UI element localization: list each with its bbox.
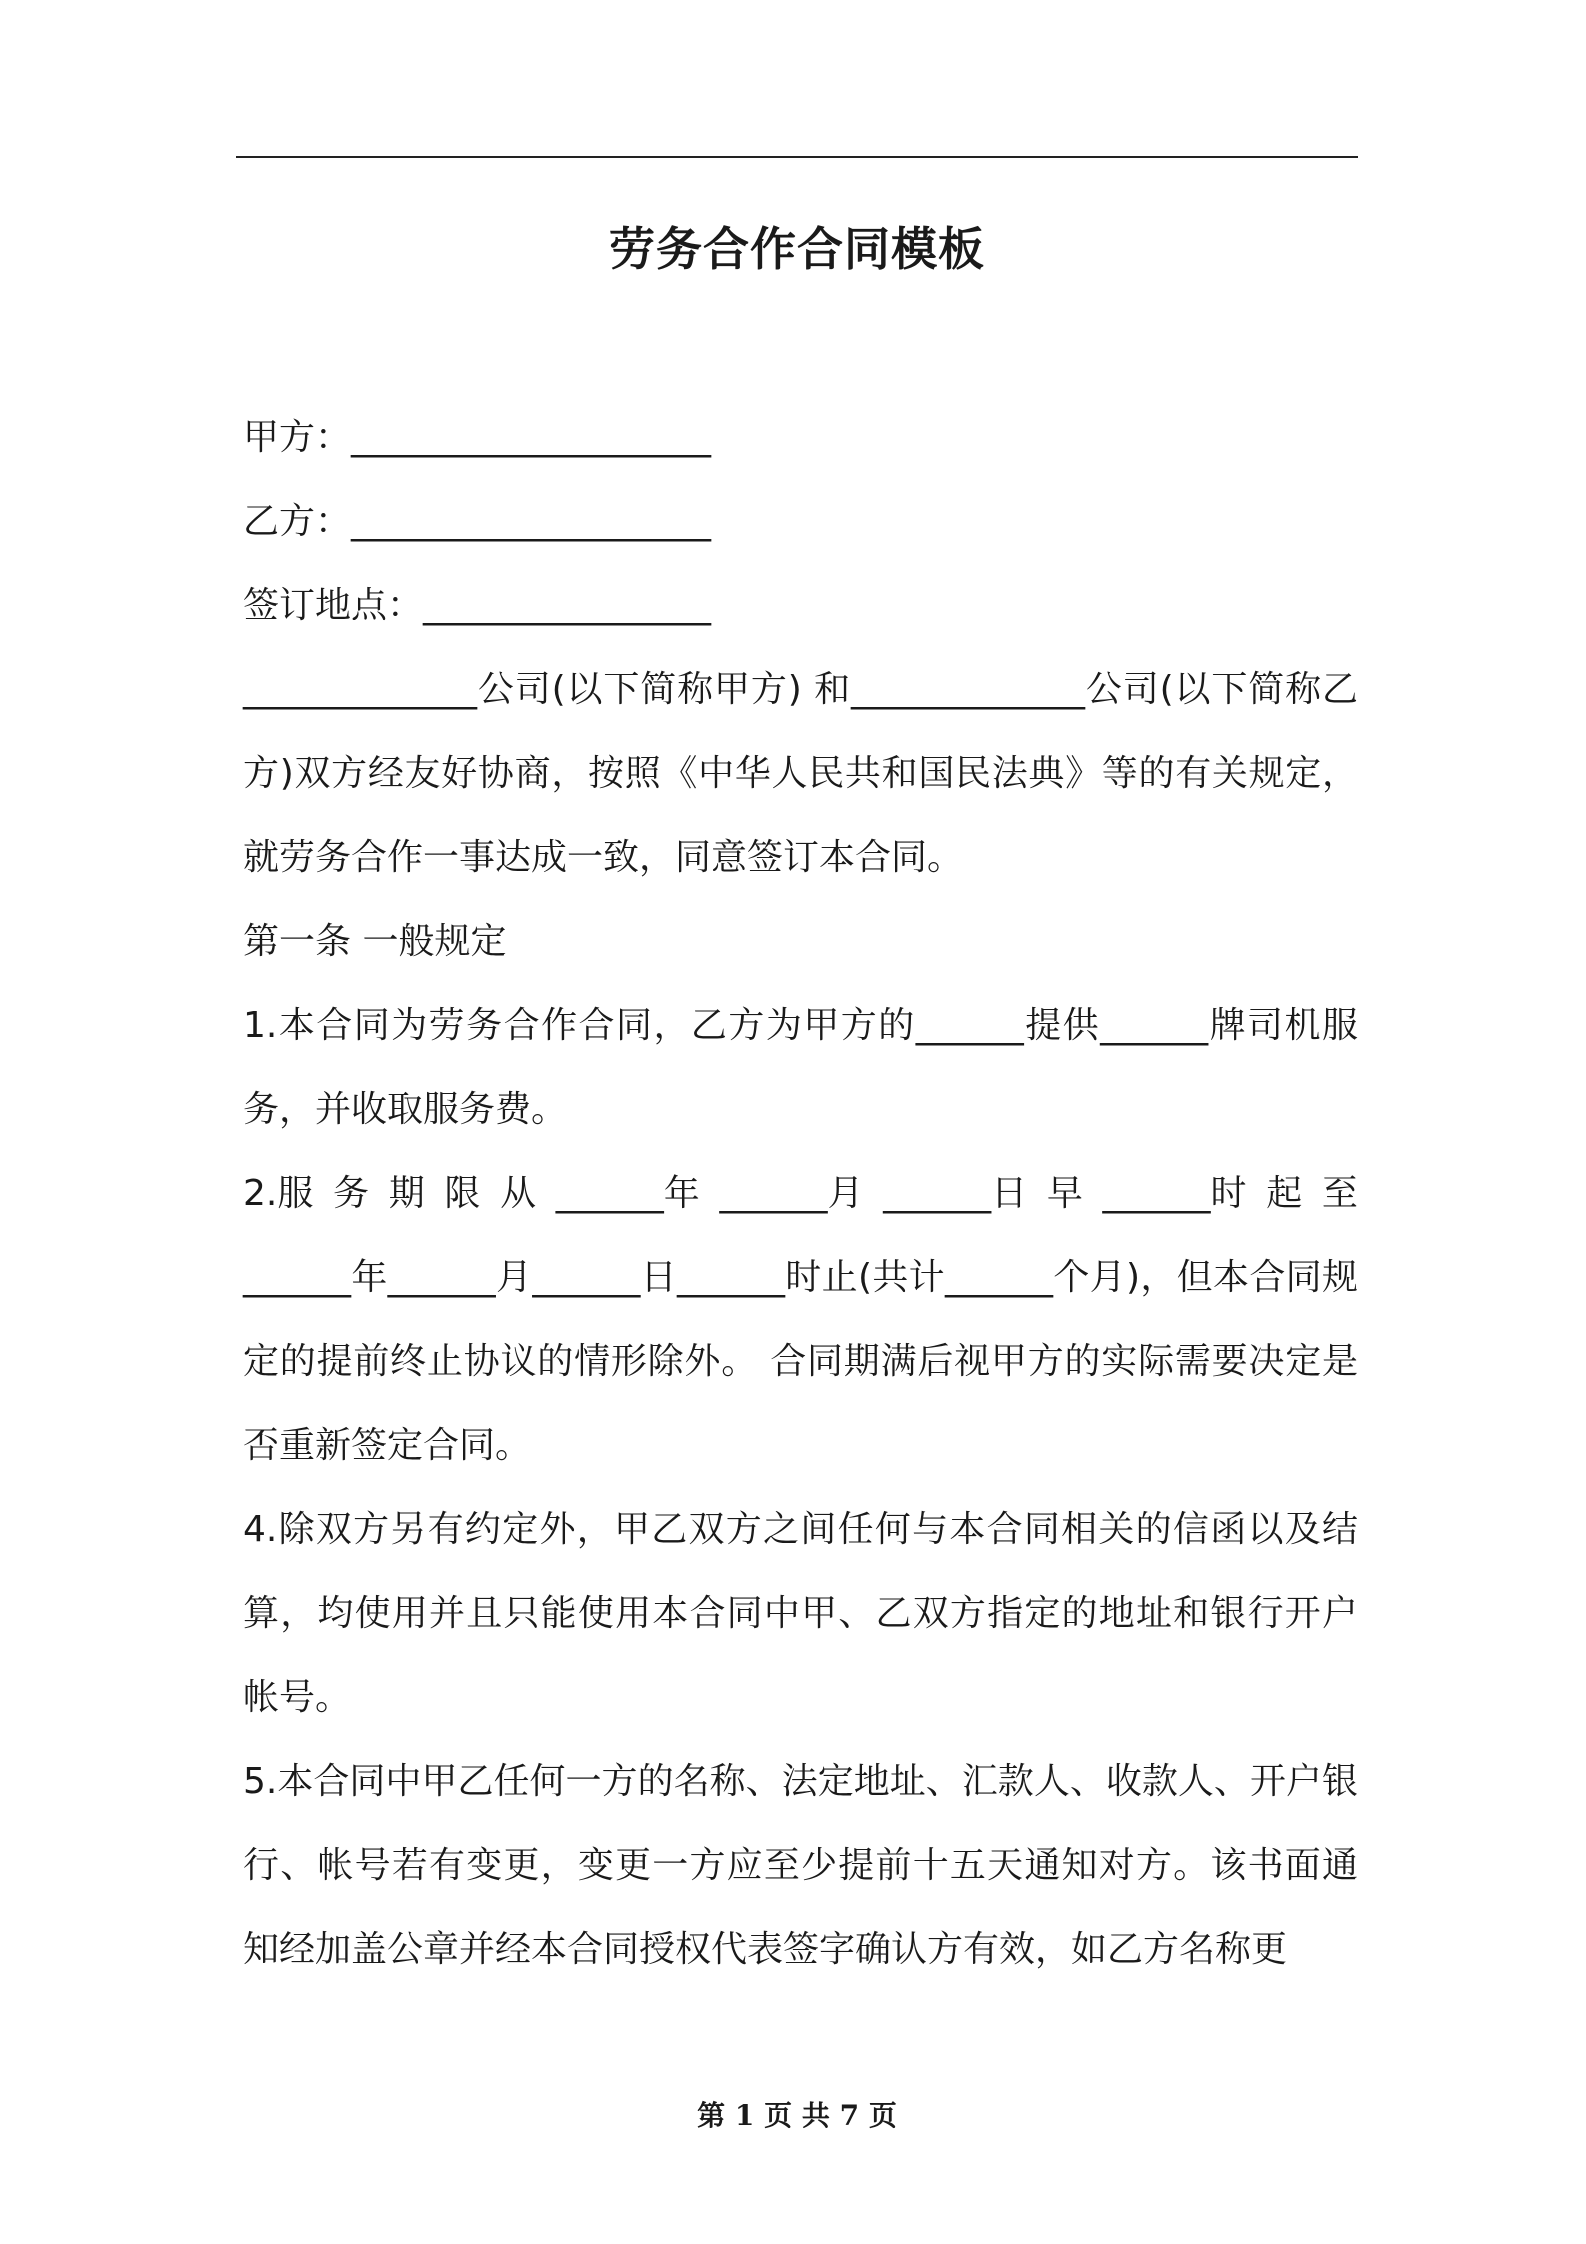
clause-2-part: 早: [1046, 1173, 1083, 1214]
header-rule: [236, 156, 1358, 158]
document-title: 劳务合作合同模板: [609, 222, 985, 276]
intro-paragraph: _____________公司(以下简称甲方) 和_____________公司(以下简称乙方)双方经友好协商，按照《中华人民共和国民法典》等的有关规定，就劳务合作一事达成一致，同意签订本合同。: [243, 669, 1358, 878]
clause-2-first-line: [243, 1152, 1358, 1236]
clause-2-part: 限: [444, 1173, 481, 1214]
clause-2-part: ______时: [1102, 1173, 1247, 1214]
clause-4: 4.除双方另有约定外，甲乙双方之间任何与本合同相关的信函以及结算，均使用并且只能使用本合同中甲、乙双方指定的地址和银行开户帐号。: [243, 1509, 1358, 1718]
sign-place-line: 签订地点：________________: [243, 585, 712, 626]
clause-5: 5.本合同中甲乙任何一方的名称、法定地址、汇款人、收款人、开户银行、帐号若有变更，变更一方应至少提前十五天通知对方。该书面通知经加盖公章并经本合同授权代表签字确认方有效，如乙方名称更: [243, 1761, 1358, 1970]
clause-2-part: 2.服: [243, 1173, 314, 1214]
clause-2-part: 务: [333, 1173, 370, 1214]
clause-1: 1.本合同为劳务合作合同，乙方为甲方的______提供______牌司机服务，并收取服务费。: [243, 1005, 1358, 1130]
clause-2-part: ______月: [719, 1173, 864, 1214]
clause-2-part: ______年: [555, 1173, 700, 1214]
party-a-line: 甲方：____________________: [243, 417, 712, 458]
clause-2-part: ______日: [883, 1173, 1028, 1214]
page-footer: 第 1 页 共 7 页: [697, 2099, 897, 2132]
clause-2-part: 期: [388, 1173, 425, 1214]
clause-2-continuation: ______年______月______日______时止(共计______个月)，但本合同规定的提前终止协议的情形除外。 合同期满后视甲方的实际需要决定是否重新签定合同。: [243, 1257, 1358, 1466]
party-b-line: 乙方：____________________: [243, 501, 712, 542]
clause-2-part: 至: [1321, 1173, 1358, 1214]
clause-2-part: 起: [1266, 1173, 1303, 1214]
article-1-heading: 第一条 一般规定: [243, 921, 507, 962]
clause-2-part: 从: [500, 1173, 537, 1214]
